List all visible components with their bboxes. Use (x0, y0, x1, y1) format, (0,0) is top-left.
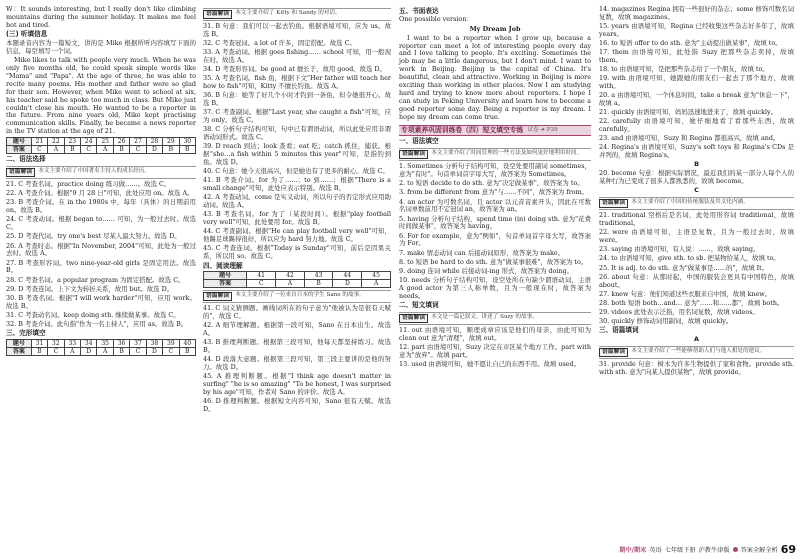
footer-subject: 英语 (649, 547, 662, 554)
passage-letter: A (694, 335, 699, 344)
answer-paragraph: 5. having 分析句子结构，spend time (in) doing sth. 意为"花费时间做某事"，故答案为 having。 (399, 214, 591, 231)
answer-paragraph: 28. C 考查名词。a popular program 为固定搭配。故选 C。 (6, 275, 185, 284)
column-2 (203, 6, 391, 415)
answer-table-row (7, 340, 196, 348)
answer-cell: 43 (304, 272, 333, 280)
answer-cell: C (247, 280, 276, 288)
answer-cell: 45 (362, 272, 391, 280)
answer-cell: 30 (179, 138, 195, 146)
answer-paragraph: 18. to 由语境可知，是把那些杂志给了一个朋友，故填 to。 (599, 65, 769, 74)
passage-letter: C (694, 186, 699, 195)
answer-cell: 31 (31, 340, 47, 348)
answer-paragraph: 34. D 考查形容词。be good at 擅长于，故用 good。故选 D。 (203, 65, 386, 74)
answer-paragraph: 20. a 由语境可知，一个休息时间，take a break 意为"休息一下"，故填 a。 (599, 91, 794, 108)
answer-paragraph: 27. B 考查形容词。two nine-year-old girls 是固定用法。故选 B。 (6, 258, 196, 275)
answer-cell: B (64, 146, 80, 154)
column-4 (599, 6, 794, 378)
answer-cell: C (163, 348, 179, 356)
answer-cell: 38 (146, 340, 162, 348)
answer-cell: 答案 (204, 280, 247, 288)
answer-cell: 34 (81, 340, 97, 348)
answer-cell: B (163, 146, 179, 154)
answer-paragraph: 22. were 由语境可知，主语是复数，且为一般过去时，故填 were。 (599, 228, 794, 245)
answer-paragraph: 30. quickly 修饰动词用副词，故填 quickly。 (599, 316, 733, 325)
special-training-banner (399, 125, 591, 137)
answer-cell: B (113, 146, 129, 154)
answer-paragraph: 33. A 考查动词。根据 goes fishing…… school 可知，用一般现在时。故选 A。 (203, 48, 391, 64)
answer-cell: 26 (113, 138, 129, 146)
answer-cell: 答案 (7, 146, 32, 154)
answer-paragraph: 19. with 由语境可知，她跟她的朋友们一起去了那个地方，故填 with。 (599, 74, 794, 91)
section-heading: 二、语法选择 (6, 155, 46, 164)
answer-table-row (204, 272, 391, 280)
guide-tag: 语篇解读 (399, 150, 428, 159)
answer-paragraph: 29. D 考查连词。上下文为转折关系，故用 but。故选 D。 (6, 284, 174, 293)
answer-paragraph: 24. Regina's 由语境可知，Suzy's soft toys 和 Regina's CDs 是并列的，故填 Regina's。 (599, 143, 794, 160)
answer-cell: 41 (247, 272, 276, 280)
answer-paragraph: 9. doing 连词 while 后接动词-ing 形式，故答案为 doing。 (399, 266, 573, 275)
answer-cell: C (81, 146, 97, 154)
answer-paragraph: 8. to 短语 be hard to do sth. 意为"做某事很难"，故答案为 to。 (399, 257, 588, 266)
passage-guide (6, 166, 196, 179)
answer-paragraph: 20. become 句意：根据实际情况，最近我们的某一部分人每个人的某种行为已变成了很多人都熟悉的，故填 become。 (599, 169, 794, 186)
answer-paragraph: 42. A 考查动词。come 是实义动词，所以句子的否定形式应用助动词。故选 A。 (203, 193, 391, 210)
answer-cell: 23 (64, 138, 80, 146)
guide-tag: 语篇解读 (599, 199, 628, 208)
answer-cell: 42 (276, 272, 305, 280)
answer-cell: C (130, 348, 146, 356)
answer-paragraph: 23. and 由语境可知，Suzy 和 Regina 都很高兴，故填 and。 (599, 134, 780, 143)
answer-paragraph: 15. years 由语境可知，Regina 已经收集这些杂志好多年了，故填 years。 (599, 22, 794, 38)
answer-cell: A (64, 348, 80, 356)
answer-paragraph: 35. A 考查名词。fish 鱼，根据下文"Her father will teach her how to fish"可知，Kitty 不擅长钓鱼。故选 A。 (203, 74, 391, 91)
answer-table (203, 271, 391, 288)
answer-cell: D (146, 348, 162, 356)
answer-paragraph: 44. D 段落大意题。根据第三段可知，第三段主要讲的是他的努力。故选 D。 (203, 355, 391, 372)
answer-paragraph: One possible version： (399, 15, 473, 24)
answer-paragraph: 23. B 考查介词。在 in the 1980s 中，每年（具体）的日期前用 on。故选 B。 (6, 198, 196, 215)
answer-paragraph: 23. saying 由语境可知，有人说：……，故填 saying。 (599, 245, 760, 254)
answer-cell: C (48, 348, 64, 356)
answer-cell: C (130, 146, 146, 154)
answer-paragraph: 12. part 由语境可知，Suzy 决定在市区某个地方工作。part with 意为"放弃"。故填 part。 (399, 342, 591, 359)
answer-cell: D (146, 146, 162, 154)
answer-table-row (7, 138, 196, 146)
answer-paragraph: 17. them 由语境可知，此处指 Suzy 把那些杂志卖掉，故填 them。 (599, 48, 794, 64)
answer-paragraph: 21. C 考查名词。practice doing 练习做……。故选 C。 (6, 180, 171, 189)
section-heading: 三、完形填空 (6, 329, 46, 338)
passage-guide (399, 312, 591, 325)
page-number: 69 (780, 543, 796, 556)
guide-text: 本文主要介绍了时间管理的一些方法及如何更好地利用时间。 (431, 150, 583, 157)
answer-cell: 44 (333, 272, 362, 280)
answer-paragraph: 6. For for example，意为"例如"，句首单词首字母大写，故答案为 For。 (399, 231, 591, 248)
answer-paragraph: 28. both 短语 both…and… 意为"……和……都"，故填 both。 (599, 298, 784, 307)
answer-paragraph: 41. C 词义猜测题。画线词所在的句子意为"他被认为是很有天赋的"，故选 C。 (203, 304, 391, 321)
answer-cell: 35 (97, 340, 113, 348)
answer-paragraph: 21. traditional 空格后是名词，此处用形容词 traditional，故填 traditional。 (599, 211, 794, 228)
answer-paragraph: 37. C 考查副词。根据"Last year, she caught a fish"可知，应为 only。故选 C。 (203, 108, 391, 125)
banner-title: 专项素养巩固训练卷（四）短文填空专练 (401, 125, 524, 134)
footer-edition: 沪教牛津版 (698, 547, 730, 554)
answer-paragraph: 3. from be different from 意为"与……不同"，故答案为 from。 (399, 188, 589, 197)
section-heading: (三) 听填信息 (6, 30, 48, 39)
answer-paragraph: 26. about 句意：从那时起，中国的服装会更具有中国特色，故填 about。 (599, 272, 794, 289)
guide-tag: 语篇解读 (399, 314, 428, 323)
answer-table-row (7, 348, 196, 356)
answer-table (6, 137, 196, 154)
guide-text: 本文是一篇记叙文，讲述了 Suzy 的故事。 (431, 313, 538, 320)
answer-cell: 39 (163, 340, 179, 348)
answer-paragraph: 13. used 由语境可知，她不愿让自己的东西不用。故填 used。 (399, 359, 580, 368)
passage-guide (599, 197, 794, 210)
guide-tag: 语篇解读 (203, 10, 232, 19)
answer-cell: 25 (97, 138, 113, 146)
answer-paragraph: 43. B 推理判断题。根据第三段可知，他每天都坚持练习。故选 B。 (203, 338, 391, 355)
answer-cell: A (97, 146, 113, 154)
answer-cell: 22 (48, 138, 64, 146)
section-heading: 一、语法填空 (399, 137, 439, 146)
answer-paragraph: 36. B 句意：她等了好几个小时才钓到一条鱼，但令她很开心。故选 B。 (203, 91, 391, 108)
series-logo: 期中/期末 (619, 547, 647, 554)
answer-paragraph: 25. D 考查代词。try one's best 尽某人最大努力。故选 D。 (6, 232, 181, 241)
column-1 (6, 6, 196, 358)
guide-tag: 语篇解读 (203, 292, 232, 301)
guide-text: 本文主要介绍了一位来自日本的学生 Sano 的故事。 (235, 292, 365, 299)
answer-paragraph: W：It sounds interesting, but I really don't like climbing mountains during the summer holiday. It makes me feel hot and tired. (6, 5, 196, 29)
answer-paragraph: 1. Sometimes 分析句子结构可知，设空处要用副词 sometimes，意为"有时"。句首单词首字母大写，故答案为 Sometimes。 (399, 162, 591, 179)
answer-cell: 21 (31, 138, 47, 146)
section-heading: 四、阅读理解 (203, 261, 243, 270)
page-footer (619, 543, 796, 556)
passage-guide (599, 346, 794, 359)
answer-paragraph: 44. C 考查副词。根据"He can play football very well"可知，他踢足球踢得很好，所以应为 hard 努力地。故选 C。 (203, 227, 391, 244)
answer-paragraph: 21. quickly 由语境可知，妈妈迅速地进来了，故填 quickly。 (599, 108, 778, 117)
answer-paragraph: 43. B 考查名词。for 为了（某段时间）。根据"play football very well"可知，此处要用 for。故选 B。 (203, 210, 391, 227)
section-heading: 二、短文填词 (399, 301, 439, 310)
answer-cell: 29 (163, 138, 179, 146)
answer-paragraph: 22. A 考查介词。根据"9 月 28 日"可知，此处应用 on。故选 A。 (6, 189, 194, 198)
answer-paragraph: 11. out 由语境可知，顺理成章应该是他们的母亲，由此可知为 clean out 意为"清理"，故填 out。 (399, 325, 591, 342)
answer-cell: 33 (64, 340, 80, 348)
answer-paragraph: 31. C 考查动名词。keep doing sth. 继续做某事。故选 C。 (6, 310, 180, 319)
answer-cell: 题号 (204, 272, 247, 280)
answer-paragraph: 14. magazines Regina 拥有一些很好的杂志；some 修饰可数名词复数，故填 magazines。 (599, 5, 794, 21)
answer-paragraph: 31. provide 句意：树木为许多生物提供了家和食物。provide sth. with sth. 意为"向某人提供某物"，故填 provide。 (599, 360, 794, 377)
guide-text: 本文主要介绍了中国著名主持人的成长经历。 (38, 168, 151, 175)
section-heading: 三、语篇填词 (599, 326, 639, 335)
answer-paragraph: I want to be a reporter when I grow up, because a reporter can meet a lot of interesting people every day and I love talking to people. It's exciting. Sometimes the job may be a little dangerous, but I don't mind. I want to work in Beijing. Beijing is the capital of China. It's beautiful, clean and attractive. Working in Beijing is more exciting than working in other places. Now I am studying hard and trying to know more about reporters. I hope I can study in Peking University and learn how to become a good reporter some day. Being a reporter is my dream. I hope my dream can come true. (399, 33, 591, 121)
answer-cell: 28 (146, 138, 162, 146)
bullet-icon (733, 547, 738, 552)
answer-cell: D (81, 348, 97, 356)
answer-paragraph: 10. needs 分析句子结构可知，设空处所在句缺少谓语动词，主语 A good actor 为第三人称单数，且为一般现在时，故答案为 needs。 (399, 275, 591, 300)
answer-cell: 题号 (7, 340, 32, 348)
answer-cell: 37 (130, 340, 146, 348)
answer-paragraph: 25. It is adj. to do sth. 意为"做某事是……的"，故填 It。 (599, 263, 769, 272)
guide-text: 本文主要介绍了 Kitty 和 Sandy 的对话。 (235, 10, 341, 16)
answer-cell: 24 (81, 138, 97, 146)
guide-text: 本文主要介绍了一些能够帮助人们与他人相处的建议。 (631, 348, 766, 355)
answer-paragraph: 30. B 考查名词。根据"I will work harder"可知，应用 work。故选 B。 (6, 293, 196, 310)
footer-tag: 答案全解全析 (740, 547, 778, 554)
answer-paragraph: 2. to 短语 decide to do sth. 意为"决定做某事"，故答案为 to。 (399, 179, 584, 188)
answer-cell: D (333, 280, 362, 288)
answer-cell: B (304, 280, 333, 288)
answer-paragraph: 31. B 句意：我们可以一起去钓鱼。根据语境可知，应为 us。故选 B。 (203, 22, 391, 38)
answer-cell: A (362, 280, 391, 288)
answer-paragraph: 41. B 考查介词。for 为了……；to 到……；根据"There is a small change"可知，此处应表示特别。故选 B。 (203, 176, 391, 193)
answer-cell: B (179, 348, 195, 356)
answer-cell: A (48, 146, 64, 154)
passage-guide (203, 290, 391, 303)
answer-paragraph: 22. carefully 由语境可知，她仔细地看了看那些东西，故填 carefully。 (599, 117, 794, 134)
answer-paragraph: 40. C 句意：她今天很高兴，但是她也有了更多的耐心。故选 C。 (203, 167, 389, 176)
answer-table (6, 339, 196, 356)
answer-cell: 36 (113, 340, 129, 348)
answer-cell: 40 (179, 340, 195, 348)
guide-tag: 语篇解读 (6, 168, 35, 177)
passage-guide (203, 8, 391, 21)
answer-paragraph: 45. A 推理判断题。根据"I think age doesn't matter in surfing" "he is so amazing" "To be honest, I was surprised by his age"可知，作者对 Sano 的评价。故选 A。 (203, 372, 391, 397)
answer-cell: B (31, 348, 47, 356)
answer-paragraph: 16. to 短语 offer to do sth. 意为"主动提出做某事"，故填 to。 (599, 39, 782, 47)
essay-title: My Dream Job (469, 24, 521, 33)
answer-cell: A (276, 280, 305, 288)
column-3 (399, 6, 591, 370)
answer-cell: C (31, 146, 47, 154)
answer-paragraph: 本题录音内容为一篇短文，讲的是 Mike 根据所听内容填写下面的信息，每空填写一个词。 (6, 39, 196, 56)
answer-table-row (204, 280, 391, 288)
answer-cell: B (113, 348, 129, 356)
answer-paragraph: 27. knew 句意：他们知道这些衣服来自中国，故填 knew。 (599, 289, 772, 298)
answer-paragraph: 24. C 考查动词。根据 began to…… 可知，为一般过去时。故选 C。 (6, 215, 196, 232)
answer-paragraph: 39. D reach 到达；look 查看；eat 吃；catch 抓住，捕获。根据"she…a fish within 5 minutes this year"可知，是指钓到鱼。故选 D。 (203, 142, 391, 166)
answer-paragraph: 32. B 考查介词。此句指"作为一名主持人"，应用 as。故选 B。 (6, 319, 188, 328)
answer-paragraph: 24. to 由语境可知，give sth. to sb. 把某物给某人，故填 to。 (599, 254, 780, 263)
passage-guide (399, 148, 591, 161)
footer-grade: 七年级下册 (664, 547, 696, 554)
answer-table-row (7, 146, 196, 154)
answer-cell: 题号 (7, 138, 32, 146)
answer-paragraph: 42. A 细节理解题。根据第一段可知，Sano 在日本出生。故选 A。 (203, 321, 391, 338)
answer-cell: 32 (48, 340, 64, 348)
answer-cell: A (97, 348, 113, 356)
answer-cell: 答案 (7, 348, 32, 356)
answer-paragraph: 29. videos 此处表示泛指，用名词复数，故填 videos。 (599, 307, 759, 316)
answer-paragraph: 7. make 情态动词 can 后接动词原形，故答案为 make。 (399, 248, 565, 257)
answer-cell: 27 (130, 138, 146, 146)
passage-letter: B (694, 160, 699, 169)
answer-paragraph: 4. an actor 为可数名词，且 actor 以元音音素开头，因此在可数名词单数前用不定冠词 an，故答案为 an。 (399, 197, 591, 214)
answer-paragraph: 45. C 考查连词。根据"Today is Sunday"可知，前后是因果关系，所以用 so。故选 C。 (203, 244, 391, 261)
section-heading: 五、书面表达 (399, 6, 439, 15)
answer-paragraph: 46. D 推理判断题。根据短文内容可知，Sano 很有天赋。故选 D。 (203, 397, 391, 414)
answer-paragraph: 38. C 分析句子结构可知，句中已有谓语动词，所以此处应用非谓语动词形式。故选 C。 (203, 125, 391, 142)
answer-cell: B (179, 146, 195, 154)
guide-tag: 语篇解读 (599, 348, 628, 357)
guide-text: 本文主要介绍了中国的传统服装及其文化内涵。 (631, 199, 749, 206)
banner-meta: 试卷 ➜ P39 (527, 126, 558, 133)
answer-paragraph: 26. A 考查时态。根据"In November, 2004"可知，此处为一般过去时。故选 A。 (6, 241, 196, 258)
answer-paragraph: Mike likes to talk with people very much. When he was only five months old, he could speak simple words like "Mama" and "Papa". At the age of three, he was able to recite many poems. His mother and father were so glad for their son. However, when Mike went to school at six, his teacher said he spoke too much in class. But Mike just couldn't close his mouth. He wanted to be a reporter in the future. From nine years old, Mike kept practising communication skills. Finally, he became a news reporter in the TV station at the age of 21. (6, 56, 196, 136)
answer-paragraph: 32. C 考查冠词。a lot of 许多，固定搭配。故选 C。 (203, 39, 356, 47)
